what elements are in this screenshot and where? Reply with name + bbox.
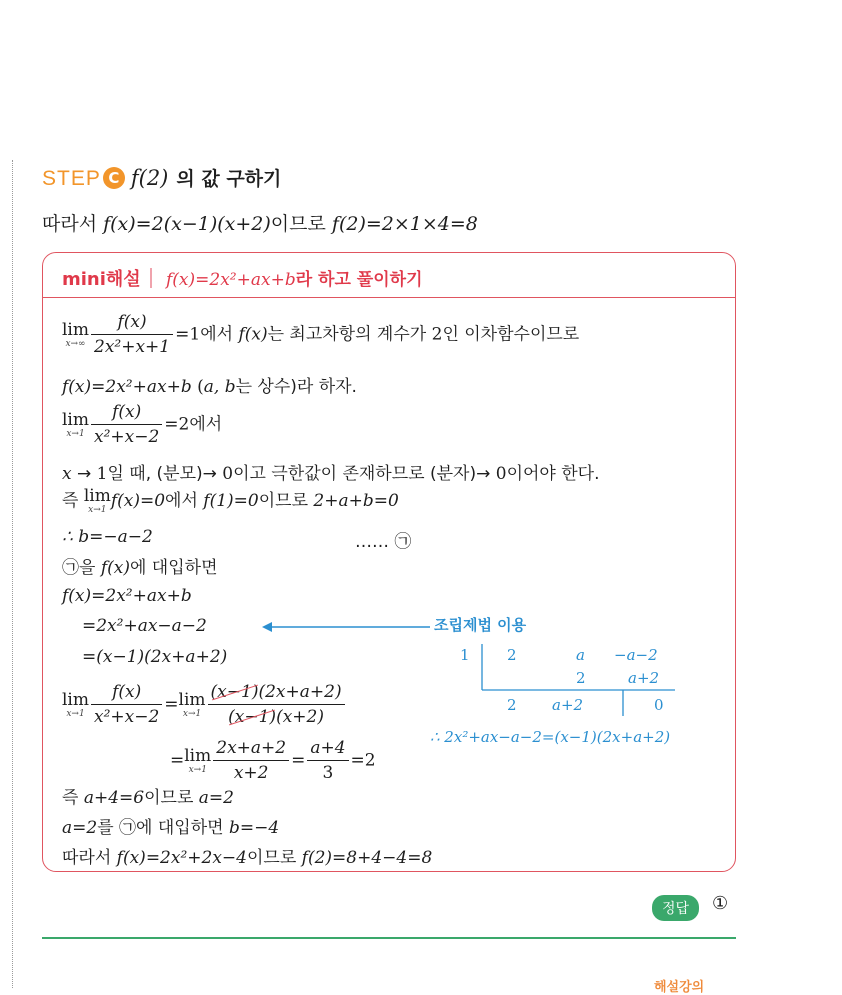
step-title: 의 값 구하기 [176, 168, 282, 190]
fraction-denominator: x+2 [233, 763, 269, 783]
fraction-denominator: 2x²+x+1 [94, 337, 171, 357]
mini-title-text: 라 하고 풀이하기 [295, 270, 423, 290]
lim-subscript: x→1 [88, 505, 107, 515]
solution-row-5 [62, 486, 399, 515]
text: 일 때, (분모)→ [107, 464, 223, 484]
box-header-divider [43, 297, 735, 298]
solution-row-11 [62, 682, 347, 727]
step-letter-badge: C [103, 167, 125, 189]
solution-row-9: =2x²+ax−a−2 [82, 616, 207, 636]
synthetic-cell: a+2 [628, 669, 660, 687]
solution-row-2 [62, 372, 357, 397]
fraction-numerator: 2x+a+2 [213, 738, 289, 761]
synthetic-cell: 2 [507, 646, 517, 664]
lim-symbol: lim [62, 689, 89, 710]
math: x [62, 464, 72, 484]
equals-value: =1 [175, 324, 201, 345]
solution-row-14 [62, 813, 279, 838]
solution-row-1 [62, 312, 579, 357]
math: 1 [96, 464, 108, 484]
mini-label: mini해설 [62, 269, 141, 290]
bottom-rule [42, 937, 736, 939]
text: 즉 [62, 788, 84, 808]
solution-row-4 [62, 459, 600, 484]
result: =2 [350, 750, 376, 771]
fraction-numerator: f(x) [91, 682, 162, 705]
text: 이어야 한다. [506, 464, 600, 484]
synthetic-cell: 2 [576, 669, 586, 687]
synthetic-cell: 2 [507, 696, 517, 714]
math: f(x) [238, 324, 268, 345]
synthetic-cell: a+2 [552, 696, 584, 714]
text: 에 대입하면 [129, 558, 218, 578]
text: 에서 [200, 324, 239, 345]
answer-badge: 정답 [652, 895, 699, 921]
lim-subscript: x→1 [66, 708, 85, 719]
solution-row-6: ∴ b=−a−2 [62, 527, 153, 547]
conclusion-expr-b: f(x)=2(x−1)(x+2) [103, 213, 271, 235]
synthetic-cell: 0 [654, 696, 664, 714]
mini-divider-bar [150, 268, 152, 288]
synthetic-division-label: 조립제법 이용 [434, 616, 527, 634]
solution-row-12 [170, 738, 376, 783]
text: 에서 [165, 491, 204, 511]
math: f(x)=2x²+2x−4 [116, 848, 247, 868]
equals-sign: = [164, 694, 179, 715]
lim-symbol: lim [62, 409, 89, 430]
equals-sign: = [291, 750, 306, 771]
math: 2+a+b=0 [313, 491, 399, 511]
text: 를 ㉠에 대입하면 [97, 818, 229, 838]
lim-subscript: x→1 [188, 764, 207, 775]
conclusion-line [42, 209, 478, 236]
solution-row-10: =(x−1)(2x+a+2) [82, 647, 228, 667]
text: 는 상수)라 하자. [235, 377, 357, 397]
text: 따라서 [62, 848, 117, 868]
text: ( [191, 377, 204, 397]
equals-sign: = [170, 750, 185, 771]
cancelled-factor: (x−1) [210, 682, 259, 702]
step-word: STEP [42, 167, 101, 190]
lim-symbol: lim [83, 486, 111, 506]
fraction-denominator: x²+x−2 [94, 427, 160, 447]
math: f(x) [100, 558, 130, 578]
fraction-numerator: a+4 [307, 738, 348, 761]
text: 즉 [62, 491, 84, 511]
math: 0 [495, 464, 507, 484]
answer-choice: ① [712, 893, 729, 914]
text: 이므로 [247, 848, 302, 868]
math: 0 [222, 464, 234, 484]
math: a+4=6 [83, 788, 145, 808]
solution-row-3 [62, 402, 222, 447]
math: 2 [431, 324, 443, 345]
text: 이고 극한값이 존재하므로 (분자)→ [233, 464, 496, 484]
text: ㉠을 [62, 558, 101, 578]
synthetic-cell: −a−2 [614, 646, 658, 664]
step-heading [42, 164, 281, 191]
cancelled-factor: (x−1) [228, 707, 277, 727]
footer-text: 해설강의 [654, 980, 705, 995]
text: 에서 [189, 414, 223, 435]
text: → [71, 464, 97, 484]
text: 이므로 [144, 788, 199, 808]
math: a=2 [62, 818, 98, 838]
lim-symbol: lim [184, 745, 212, 766]
math: a, b [203, 377, 236, 397]
equation-marker: …… ㉠ [355, 532, 412, 552]
math: b=−4 [228, 818, 280, 838]
mini-title-expr: f(x)=2x²+ax+b [166, 270, 296, 290]
solution-row-13 [62, 783, 234, 808]
equals-value: =2 [164, 414, 190, 435]
denominator-factor: (x+2) [276, 707, 324, 727]
text: 는 최고차항의 계수가 [267, 324, 432, 345]
math: f(1)=0 [203, 491, 259, 511]
arrow-left-icon [262, 620, 432, 634]
lim-subscript: x→∞ [65, 338, 86, 349]
text: 인 이차함수이므로 [442, 324, 580, 345]
conclusion-expr-d: f(2)=2×1×4=8 [331, 213, 478, 235]
lim-symbol: lim [178, 689, 206, 710]
synthetic-cell: a [576, 646, 585, 664]
synthetic-division-lines [470, 640, 680, 720]
synthetic-divisor: 1 [460, 646, 470, 664]
conclusion-text-a: 따라서 [42, 213, 104, 235]
synthetic-conclusion: ∴ 2x²+ax−a−2=(x−1)(2x+a+2) [430, 728, 671, 746]
math: f(x)=0 [110, 491, 166, 511]
lim-subscript: x→1 [182, 708, 202, 719]
math: f(2)=8+4−4=8 [301, 848, 433, 868]
solution-row-15 [62, 843, 432, 868]
step-expr: f(2) [130, 166, 169, 190]
text: 이므로 [258, 491, 314, 511]
solution-row-8: f(x)=2x²+ax+b [62, 586, 192, 606]
solution-row-7 [62, 553, 218, 578]
lim-symbol: lim [62, 319, 89, 340]
lim-subscript: x→1 [66, 428, 85, 439]
math: a=2 [198, 788, 234, 808]
margin-dotted-line [12, 160, 13, 988]
mini-title [166, 265, 423, 290]
fraction-numerator: f(x) [91, 312, 173, 335]
fraction-numerator: f(x) [91, 402, 162, 425]
conclusion-text-c: 이므로 [270, 213, 332, 235]
fraction-denominator: 3 [322, 763, 334, 783]
math: f(x)=2x²+ax+b [62, 377, 192, 397]
fraction-denominator: x²+x−2 [94, 707, 160, 727]
numerator-factor: (2x+a+2) [258, 682, 342, 702]
